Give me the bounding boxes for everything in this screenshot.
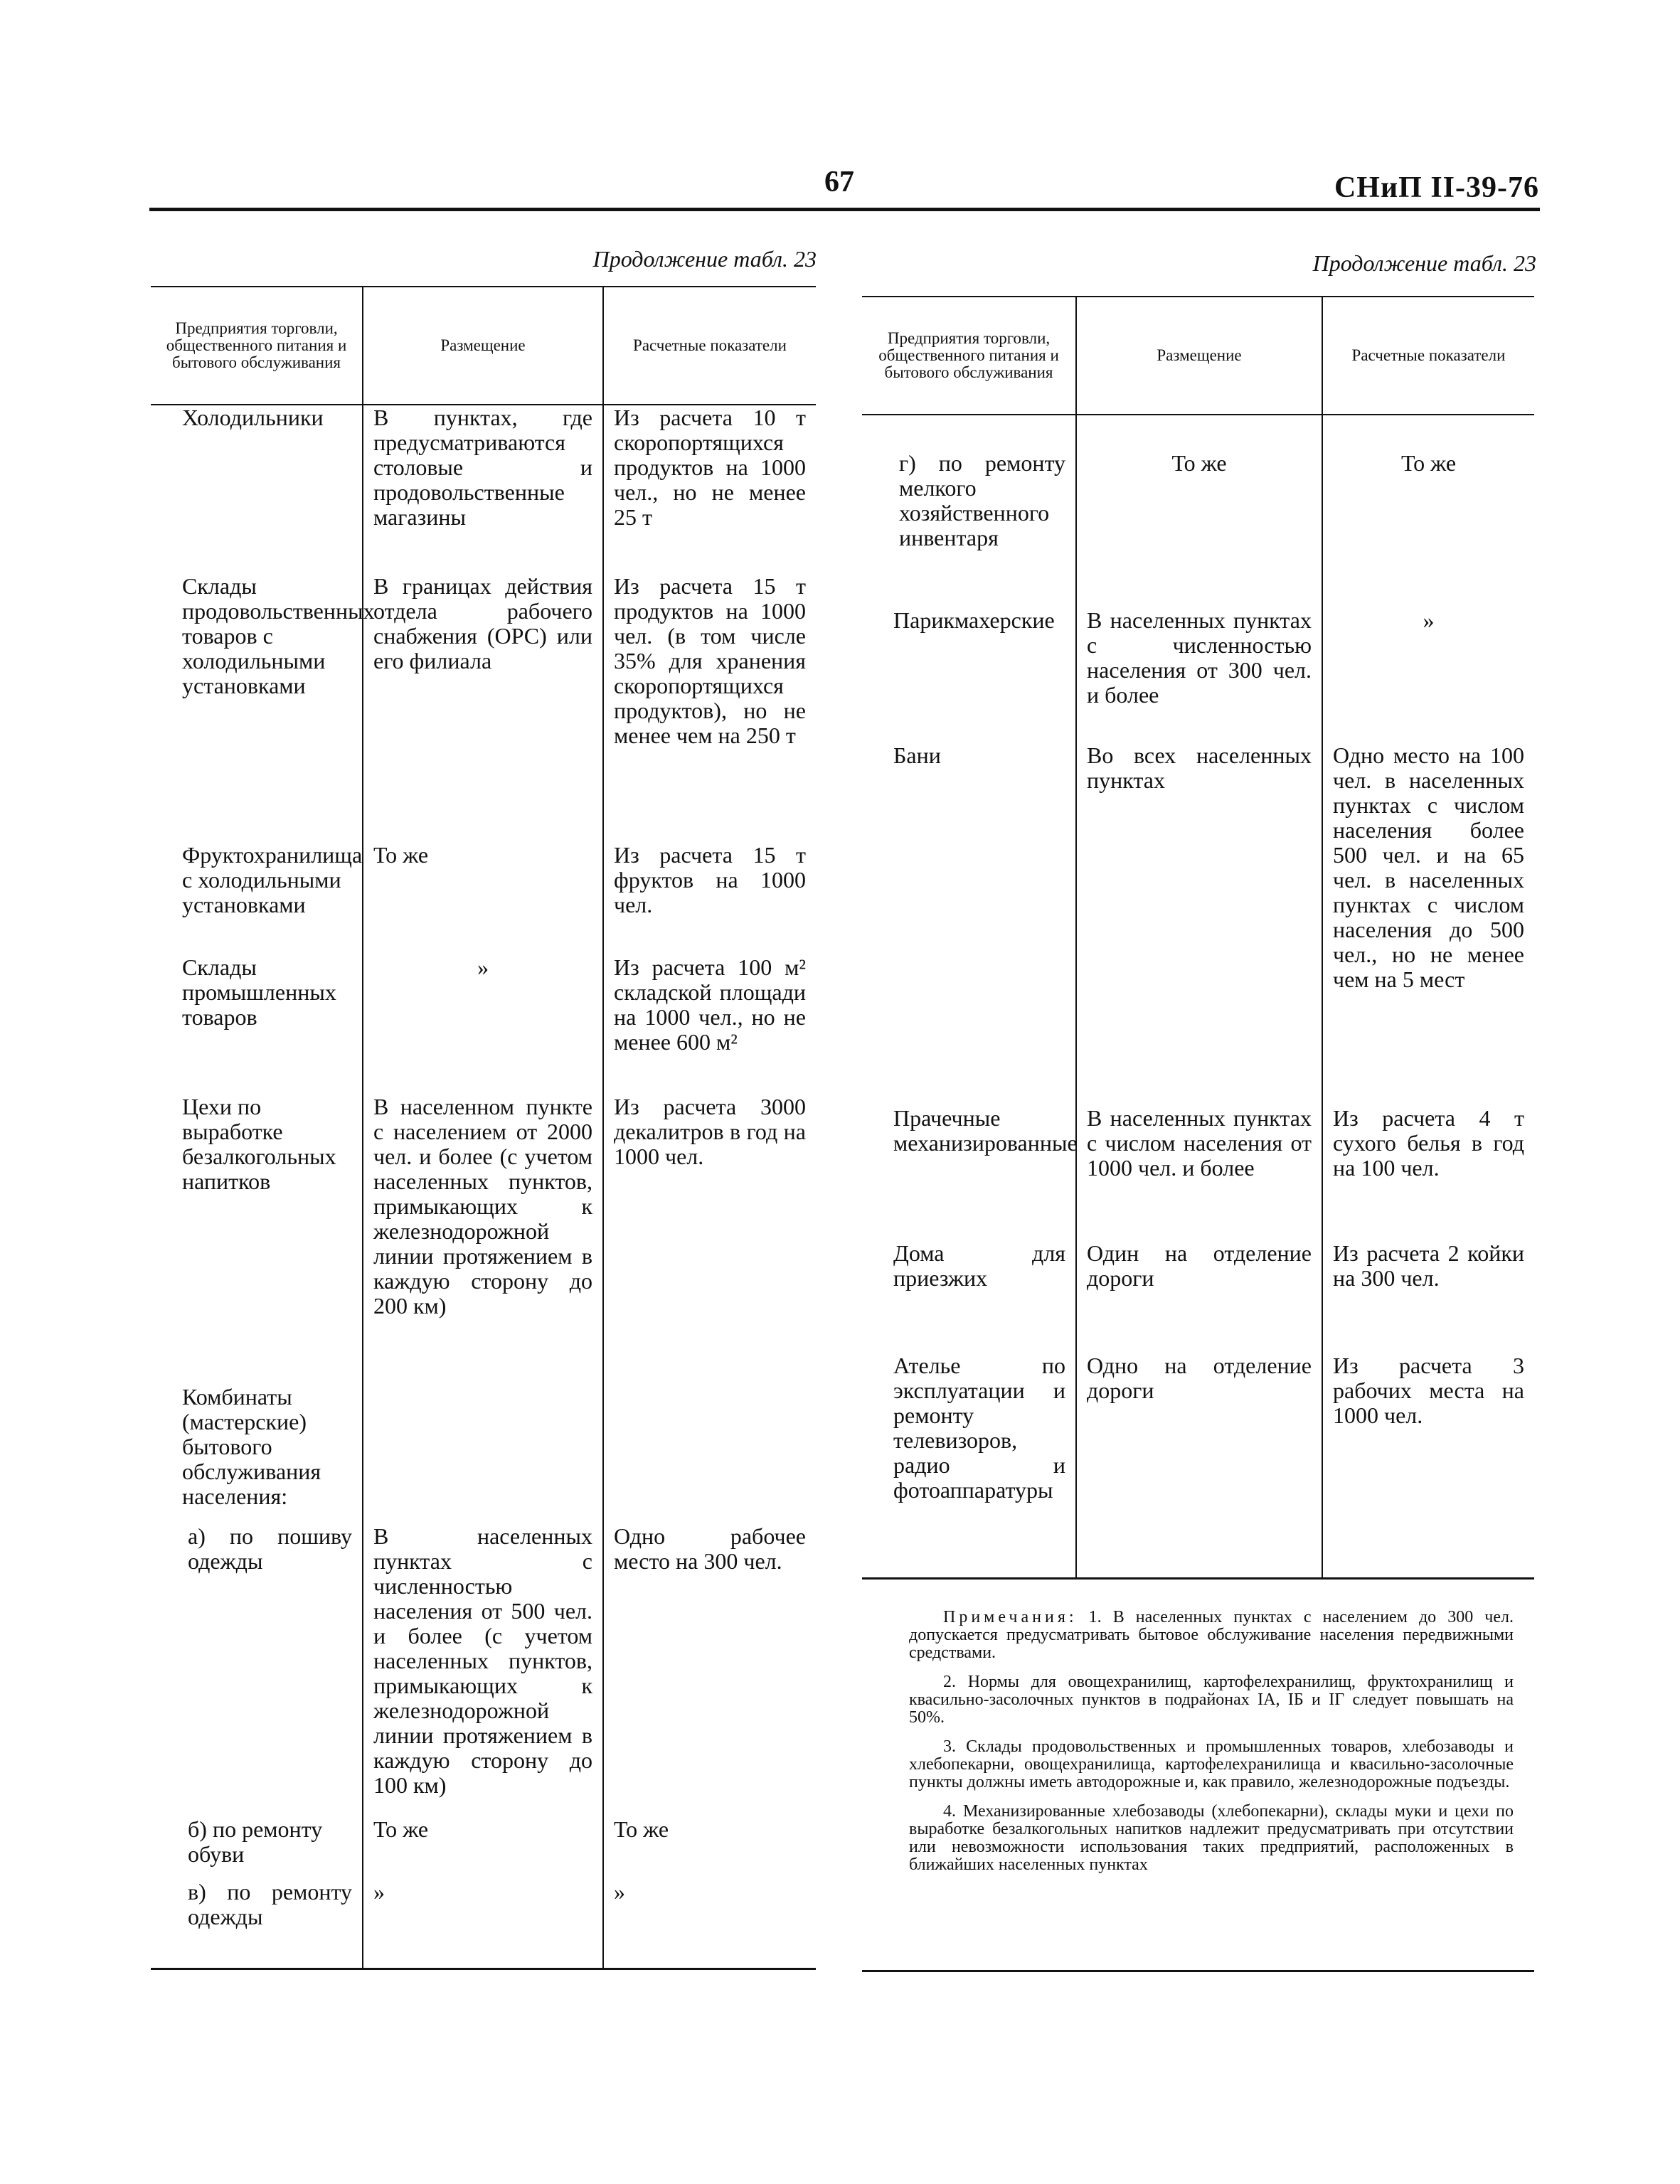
row-indicator: Из расчета 10 т скоропортящихся продуктов на 1000 чел., но не менее 25 т [603, 405, 816, 574]
row-indicator: То же [603, 1817, 816, 1880]
row-placement: Один на отделение дороги [1076, 1241, 1322, 1353]
row-indicator: То же [1322, 415, 1534, 608]
row-placement: В границах действия отдела рабочего снабжения (ОРС) или его филиала [363, 574, 603, 843]
table-row [151, 955, 816, 1094]
row-enterprise: Цехи по выработке безалкогольных напитков [151, 1094, 363, 1385]
row-indicator: Одно место на 100 чел. в населенных пунктах с числом населения более 500 чел. и на 65 чел. в населенных пунктах с числом населения до 500 чел., но не менее чем на 5 мест [1322, 743, 1534, 1106]
table-row [151, 1094, 816, 1385]
row-placement: В населенном пункте с населением от 2000 чел. и более (с учетом населенных пунктов, примыкающих к железнодорожной линии протяжением в каждую сторону до 200 км) [363, 1094, 603, 1385]
row-enterprise: Дома для приезжих [862, 1241, 1076, 1353]
row-enterprise: Холодильники [151, 405, 363, 574]
notes-block [909, 1609, 1514, 1885]
row-enterprise: Склады продовольственных товаров с холодильными установками [151, 574, 363, 843]
table-row [151, 1524, 816, 1817]
row-enterprise: Бани [862, 743, 1076, 1106]
row-enterprise: б) по ремонту обуви [151, 1817, 363, 1880]
table-row [862, 608, 1534, 743]
continuation-label-left: Продолжение табл. 23 [592, 246, 817, 272]
row-placement: Одно на отделение дороги [1076, 1353, 1322, 1579]
row-placement: В пунктах, где предусматриваются столовые и продовольственные магазины [363, 405, 603, 574]
header-col-placement: Размещение [1076, 297, 1322, 415]
table-row [862, 1106, 1534, 1241]
table-row [862, 1353, 1534, 1579]
header-rule [149, 208, 1540, 211]
note-1 [909, 1609, 1514, 1662]
row-placement: Во всех населенных пунктах [1076, 743, 1322, 1106]
row-indicator: Из расчета 4 т сухого белья в год на 100 чел. [1322, 1106, 1534, 1241]
notes-heading: Примечания: [943, 1608, 1078, 1626]
table-row [151, 405, 816, 574]
row-placement: То же [363, 1817, 603, 1880]
row-enterprise: Ателье по эксплуатации и ремонту телевизоров, радио и фотоаппаратуры [862, 1353, 1076, 1579]
table-row [862, 1241, 1534, 1353]
header-col-placement: Размещение [363, 287, 603, 405]
row-indicator: Из расчета 100 м² складской площади на 1000 чел., но не менее 600 м² [603, 955, 816, 1094]
row-indicator: Из расчета 2 койки на 300 чел. [1322, 1241, 1534, 1353]
row-indicator: » [1322, 608, 1534, 743]
header-col-indicators: Расчетные показатели [603, 287, 816, 405]
table-row [151, 1817, 816, 1880]
row-enterprise: в) по ремонту одежды [151, 1880, 363, 1969]
row-indicator [603, 1385, 816, 1524]
table-row [862, 743, 1534, 1106]
row-placement: То же [363, 843, 603, 955]
row-placement [363, 1385, 603, 1524]
bottom-rule-right [862, 1970, 1534, 1972]
note-3: 3. Склады продовольственных и промышленных товаров, хлебозаводы и хлебопекарни, овощехранилища, картофелехранилища и квасильно-засолочные пункты должны иметь автодорожные и, как правило, железнодорожные подъезды. [909, 1737, 1514, 1791]
note-1-text: 1. В населенных пунктах с населением до 300 чел. допускается предусматривать бытовое обслуживание населения передвижными средствами. [909, 1608, 1514, 1662]
table-left [151, 286, 816, 1970]
row-indicator: Из расчета 3000 декалитров в год на 1000 чел. [603, 1094, 816, 1385]
row-placement: » [363, 955, 603, 1094]
table-header-row [151, 287, 816, 405]
row-placement: В населенных пунктах с числом населения от 1000 чел. и более [1076, 1106, 1322, 1241]
header-col-enterprise: Предприятия торговли, общественного питания и бытового обслуживания [862, 297, 1076, 415]
row-enterprise: Парикмахерские [862, 608, 1076, 743]
table-right [862, 296, 1534, 1580]
row-indicator: Из расчета 15 т фруктов на 1000 чел. [603, 843, 816, 955]
document-code: СНиП II-39-76 [1334, 171, 1539, 204]
table-row [151, 1880, 816, 1969]
row-enterprise: Фруктохранилища с холодильными установками [151, 843, 363, 955]
row-placement: В населенных пунктах с численностью населения от 300 чел. и более [1076, 608, 1322, 743]
row-placement: » [363, 1880, 603, 1969]
note-4: 4. Механизированные хлебозаводы (хлебопекарни), склады муки и цехи по выработке безалкогольных напитков надлежит предусматривать при отсутствии или невозможности использования таких предприятий, расположенных в ближайших населенных пунктах [909, 1802, 1514, 1874]
row-enterprise: Прачечные механизированные [862, 1106, 1076, 1241]
page-number: 67 [824, 166, 854, 198]
header-col-enterprise: Предприятия торговли, общественного питания и бытового обслуживания [151, 287, 363, 405]
continuation-label-right: Продолжение табл. 23 [1312, 250, 1536, 276]
row-enterprise: г) по ремонту мелкого хозяйственного инвентаря [862, 415, 1076, 608]
row-indicator: Из расчета 3 рабочих места на 1000 чел. [1322, 1353, 1534, 1579]
row-placement: В населенных пунктах с численностью населения от 500 чел. и более (с учетом населенных пунктов, примыкающих к железнодорожной линии протяжением в каждую сторону до 100 км) [363, 1524, 603, 1817]
row-enterprise: Склады промышленных товаров [151, 955, 363, 1094]
table-row [151, 843, 816, 955]
table-row [862, 415, 1534, 608]
row-enterprise: Комбинаты (мастерские) бытового обслуживания населения: [151, 1385, 363, 1524]
row-placement: То же [1076, 415, 1322, 608]
table-header-row [862, 297, 1534, 415]
row-indicator: Одно рабочее место на 300 чел. [603, 1524, 816, 1817]
row-enterprise: а) по пошиву одежды [151, 1524, 363, 1817]
row-indicator: Из расчета 15 т продуктов на 1000 чел. (в том числе 35% для хранения скоропортящихся продуктов), но не менее чем на 250 т [603, 574, 816, 843]
note-2: 2. Нормы для овощехранилищ, картофелехранилищ, фруктохранилищ и квасильно-засолочных пунктов в подрайонах IA, IБ и IГ следует повышать на 50%. [909, 1673, 1514, 1727]
table-row [151, 1385, 816, 1524]
row-indicator: » [603, 1880, 816, 1969]
table-row [151, 574, 816, 843]
header-col-indicators: Расчетные показатели [1322, 297, 1534, 415]
